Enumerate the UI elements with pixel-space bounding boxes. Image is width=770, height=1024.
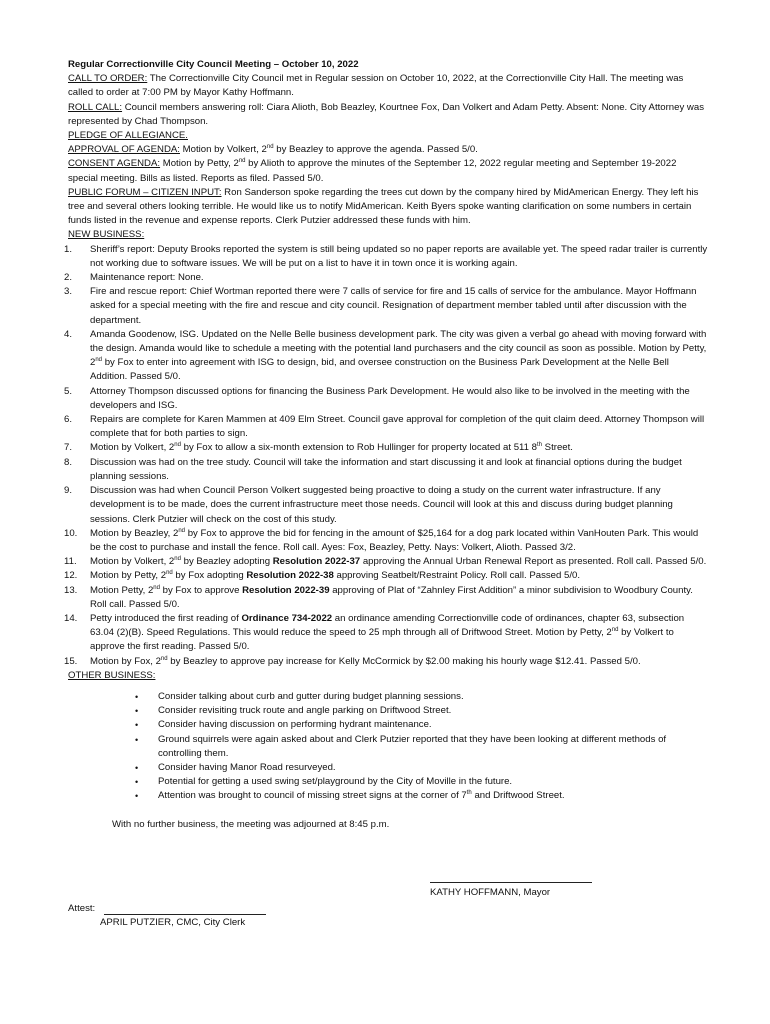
clerk-signature-label: APRIL PUTZIER, CMC, City Clerk xyxy=(100,917,246,928)
adjournment-text: With no further business, the meeting was adjourned at 8:45 p.m. xyxy=(112,818,390,830)
bullet-icon: • xyxy=(135,762,139,773)
list-item: 3. Fire and rescue report: Chief Wortman reported there were 7 calls of service for fire and 15 calls of service for the ambulance. Mayor Hoffmann asked for a special meeting with the fire and rescue and city council. Resignation of department member tabled until after discussion with the department. xyxy=(64,286,697,326)
call-to-order-heading: CALL TO ORDER: xyxy=(68,73,148,85)
resolution-number: Resolution 2022-37 xyxy=(272,556,361,568)
list-item: 4. Amanda Goodenow, ISG. Updated on the Nelle Belle business development park. The city was given a verbal go ahead with moving forward with the design. Amanda would like to schedule a meeting with the potential land purchasers and the city council as soon as possible. Motion by Petty, 2nd by Fox to enter into agreement with ISG to design, bid, and oversee construction on the Business Park Development at the Nelle Bell Addition. Passed 5/0. xyxy=(64,328,707,383)
list-item: • Ground squirrels were again asked about and Clerk Putzier reported that they have been looking at different methods of controlling them. xyxy=(135,733,667,759)
public-forum-text: Ron Sanderson spoke regarding the trees cut down by the company hired by MidAmerican Energy. They left his tree and several others looking terrible. He would like us to notify MidAmerican. Keith Byers spoke wanting clarification on some numbers in certain funds listed in the revenue and expense reports. Clerk Putzier addressed these funds with him. xyxy=(68,186,699,227)
clerk-signature-line xyxy=(104,914,266,915)
resolution-number: Resolution 2022-38 xyxy=(246,570,334,582)
bullet-icon: • xyxy=(135,720,139,731)
list-item: 13. Motion Petty, 2nd by Fox to approve Resolution 2022-39 approving of Plat of “Zahnley First Addition” a minor subdivision to Woodbury County. Roll call. Passed 5/0. xyxy=(64,584,693,610)
other-business-heading: OTHER BUSINESS: xyxy=(68,669,156,681)
list-item: 1. Sheriff’s report: Deputy Brooks reported the system is still being updated so no paper reports are available yet. The speed radar trailer is currently not working due to software issues. We will be put on a list to have it in town once it is working again. xyxy=(64,243,708,269)
consent-text-2: by Alioth to approve the minutes of the September 12, 2022 regular meeting and September 19-2022 special meeting. Bills as listed. Reports as filed. Passed 5/0. xyxy=(68,158,677,184)
consent-heading: CONSENT AGENDA: xyxy=(68,158,161,170)
public-forum-heading: PUBLIC FORUM – CITIZEN INPUT: xyxy=(68,186,222,198)
minutes-document xyxy=(64,58,708,832)
approval-text: Motion by Volkert, 2 xyxy=(179,144,267,156)
consent-text: Motion by Petty, 2 xyxy=(160,158,239,170)
call-to-order-text: The Correctionville City Council met in Regular session on October 10, 2022, at the Correctionville City Hall. The meeting was called to order at 7:00 PM by Mayor Kathy Hoffmann. xyxy=(68,73,684,99)
list-item: • Consider having Manor Road resurveyed. xyxy=(68,761,708,775)
list-item: 14. Petty introduced the first reading of Ordinance 734-2022 an ordinance amending Correctionville code of ordinances, chapter 63, subsection 63.04 (2)(B). Speed Regulations. This would reduce the speed to 25 mph through all of Driftwood Street. Motion by Petty, 2nd by Volkert to approve the first reading. Passed 5/0. xyxy=(64,612,685,653)
ordinal-suffix: nd xyxy=(238,158,246,165)
ordinal-suffix: nd xyxy=(266,144,274,151)
pledge-section xyxy=(68,129,708,143)
list-item: 15. Motion by Fox, 2nd by Beazley to approve pay increase for Kelly McCormick by $2.00 making his hourly wage $12.41. Passed 5/0. xyxy=(64,655,641,667)
list-item: 5. Attorney Thompson discussed options for financing the Business Park Development. He would also like to be involved in the meeting with the developers and ISG. xyxy=(64,385,690,411)
document-title: Regular Correctionville City Council Meeting – October 10, 2022 xyxy=(68,59,359,70)
list-item: 10. Motion by Beazley, 2nd by Fox to approve the bid for fencing in the amount of $25,164 for a dog park located within VanHouten Park. This would be the cost to purchase and install the fence. Roll call. Ayes: Fox, Beazley, Petty. Nays: Volkert, Alioth. Passed 3/2. xyxy=(64,527,699,553)
list-item: • Attention was brought to council of missing street signs at the corner of 7th and Driftwood Street. xyxy=(68,789,708,803)
resolution-number: Resolution 2022-39 xyxy=(242,584,330,596)
public-forum-section xyxy=(68,186,708,229)
ordinance-number: Ordinance 734-2022 xyxy=(241,612,333,624)
bullet-icon: • xyxy=(135,691,139,702)
list-item: 8. Discussion was had on the tree study. Council will take the information and start discussing it and look at financial options during the budget planning sessions. xyxy=(64,456,682,482)
mayor-signature-label: KATHY HOFFMANN, Mayor xyxy=(430,887,551,898)
roll-call-text: Council members answering roll: Ciara Alioth, Bob Beazley, Kourtnee Fox, Dan Volkert and Adam Petty. Absent: None. City Attorney was represented by Chad Thompson. xyxy=(68,101,704,127)
list-item: • Consider talking about curb and gutter during budget planning sessions. xyxy=(68,690,708,704)
approval-text-2: by Beazley to approve the agenda. Passed 5/0. xyxy=(273,144,478,156)
bullet-icon: • xyxy=(135,791,139,802)
call-to-order-section xyxy=(68,72,708,100)
list-item: 2. Maintenance report: None. xyxy=(64,272,204,284)
pledge-heading: PLEDGE OF ALLEGIANCE. xyxy=(68,130,188,142)
list-item: • Consider revisiting truck route and angle parking on Driftwood Street. xyxy=(68,704,708,718)
list-item: 11. Motion by Volkert, 2nd by Beazley adopting Resolution 2022-37 approving the Annual Urban Renewal Report as presented. Roll call. Passed 5/0. xyxy=(64,555,707,568)
mayor-signature-line xyxy=(430,882,592,883)
list-item: • Potential for getting a used swing set/playground by the City of Moville in the future. xyxy=(68,775,708,789)
list-item: • Consider having discussion on performing hydrant maintenance. xyxy=(68,718,708,732)
approval-of-agenda-section xyxy=(68,143,708,157)
new-business-heading: NEW BUSINESS: xyxy=(68,229,145,241)
list-item: 6. Repairs are complete for Karen Mammen at 409 Elm Street. Council gave approval for completion of the quit claim deed. Attorney Thompson will complete that for both parties to sign. xyxy=(64,414,705,440)
approval-heading: APPROVAL OF AGENDA: xyxy=(68,144,180,156)
bullet-icon: • xyxy=(135,734,139,745)
bullet-icon: • xyxy=(135,706,139,717)
list-item: 7. Motion by Volkert, 2nd by Fox to allow a six-month extension to Rob Hullinger for property located at 511 8th Street. xyxy=(64,442,573,454)
attest-label: Attest: xyxy=(68,903,96,914)
roll-call-section xyxy=(68,101,708,129)
list-item: 12. Motion by Petty, 2nd by Fox adopting Resolution 2022-38 approving Seatbelt/Restraint Policy. Roll call. Passed 5/0. xyxy=(64,570,581,582)
other-business-list xyxy=(68,690,708,804)
roll-call-heading: ROLL CALL: xyxy=(68,101,123,113)
new-business-list xyxy=(64,243,708,669)
bullet-icon: • xyxy=(135,777,139,788)
list-item: 9. Discussion was had when Council Person Volkert suggested being proactive to doing a study on the current water infrastructure. If any development is to be made, does the current infrastructure meet those needs. Council will look at this and discuss during budget planning sessions. Clerk Putzier will check on the cost of this study. xyxy=(64,485,673,525)
consent-agenda-section xyxy=(68,157,708,185)
